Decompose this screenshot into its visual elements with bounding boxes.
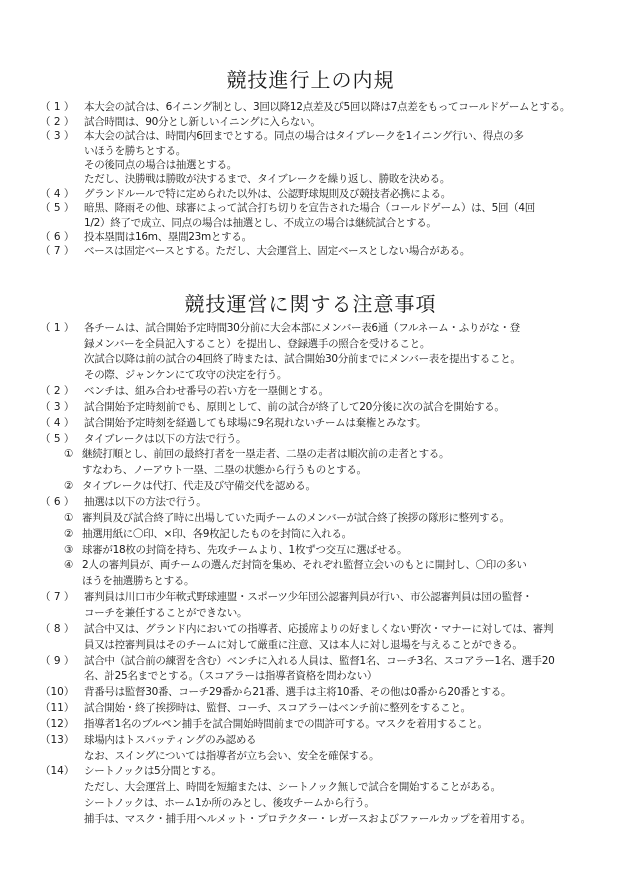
item-text-line: 本大会の試合は、時間内6回までとする。同点の場合はタイブレークを1イニング行い、得点の多 (84, 130, 524, 142)
section-title-notes: 競技運営に関する注意事項 (184, 292, 437, 316)
item-text-line: タイブレークは代打、代走及び守備交代を認める。 (82, 480, 316, 492)
item-text-line: ほうを抽選勝ちとする。 (82, 575, 195, 587)
item-number: （ 3 ） (40, 401, 75, 413)
item-text-line: シートノックは5分間とする。 (84, 765, 222, 777)
item-text-line: 試合開始予定時刻前でも、原則として、前の試合が終了して20分後に次の試合を開始する。 (84, 401, 505, 413)
item-number: （ 2 ） (40, 385, 75, 397)
item-text-line: 抽選は以下の方法で行う。 (84, 496, 207, 508)
item-number: （11） (40, 702, 75, 714)
item-number: ① (64, 512, 74, 524)
item-text-line: 投本塁間は16m、塁間23mとする。 (84, 231, 252, 243)
item-number: （ 1 ） (40, 322, 75, 334)
item-number: （10） (40, 686, 75, 698)
item-text-line: コーチを兼任することができない。 (84, 607, 248, 619)
item-number: （ 4 ） (40, 417, 75, 429)
item-text-line: その際、ジャンケンにて攻守の決定を行う。 (84, 369, 288, 381)
item-text-line: 審判員及び試合終了時に出場していた両チームのメンバーが試合終了挨拶の隊形に整列する。 (82, 512, 510, 524)
item-text-line: 継続打順とし、前回の最終打者を一塁走者、二塁の走者は順次前の走者とする。 (82, 448, 450, 460)
item-number: （ 9 ） (40, 655, 75, 667)
item-text-line: 員又は控審判員はそのチームに対して厳重に注意、又は本人に対し退場を与えることができる。 (84, 639, 523, 651)
item-text-line: シートノックは、ホーム1か所のみとし、後攻チームから行う。 (84, 797, 375, 809)
section-title-rules: 競技進行上の内規 (226, 68, 395, 92)
item-text-line: 本大会の試合は、6イニング制とし、3回以降12点差及び5回以降は7点差をもってコールドゲームとする。 (84, 101, 571, 113)
item-text-line: 次試合以降は前の試合の4回終了時または、試合開始30分前までにメンバー表を提出すること。 (84, 353, 521, 365)
item-text-line: 抽選用紙に〇印、×印、各9枚記したものを封筒に入れる。 (82, 528, 352, 540)
item-text-line: 暗黒、降雨その他、球審によって試合打ち切りを宣告された場合（コールドゲーム）は、5回（4回 (84, 202, 535, 214)
item-text-line: いほうを勝ちとする。 (84, 145, 186, 157)
item-number: ② (64, 528, 74, 540)
item-text-line: 試合中（試合前の練習を含む）ベンチに入れる人員は、監督1名、コーチ3名、スコアラー1名、選手20 (84, 655, 555, 667)
item-text-line: ベンチは、組み合わせ番号の若い方を一塁側とする。 (84, 385, 329, 397)
item-number: （ 5 ） (40, 202, 75, 214)
item-text-line: ただし、決勝戦は勝敗が決するまで、タイブレークを繰り返し、勝敗を決める。 (84, 173, 451, 185)
item-number: （ 1 ） (40, 101, 75, 113)
item-text-line: 球審が18枚の封筒を持ち、先攻チームより、1枚ずつ交互に選ばせる。 (82, 544, 408, 556)
item-text-line: 録メンバーを全員記入すること）を提出し、登録選手の照合を受けること。 (84, 338, 431, 350)
item-number: ④ (64, 559, 74, 571)
item-text-line: すなわち、ノーアウト一塁、二塁の状態から行うものとする。 (82, 464, 367, 476)
item-text-line: ただし、大会運営上、時間を短縮または、シートノック無しで試合を開始することがある。 (84, 781, 501, 793)
item-text-line: その後同点の場合は抽選とする。 (84, 159, 237, 171)
item-number: （ 4 ） (40, 188, 75, 200)
item-text-line: 各チームは、試合開始予定時間30分前に大会本部にメンバー表6通（フルネーム・ふりがな・登 (84, 322, 520, 334)
item-text-line: なお、スイングについては指導者が立ち会い、安全を確保する。 (84, 750, 380, 762)
item-number: （ 3 ） (40, 130, 75, 142)
item-text-line: 審判員は川口市少年軟式野球連盟・スポーツ少年団公認審判員が行い、市公認審判員は団の監督・ (84, 591, 533, 603)
item-number: （14） (40, 765, 75, 777)
item-text-line: 試合開始予定時刻を経過しても球場に9名現れないチームは棄権とみなす。 (84, 417, 427, 429)
item-number: （ 2 ） (40, 116, 75, 128)
item-text-line: 1/2）終了で成立、同点の場合は抽選とし、不成立の場合は継続試合とする。 (84, 217, 437, 229)
item-text-line: 試合中又は、グランド内においての指導者、応援席よりの好ましくない野次・マナーに対しては、審判 (84, 623, 554, 635)
item-number: （13） (40, 734, 75, 746)
item-number: ① (64, 448, 74, 460)
item-text-line: 指導者1名のブルペン捕手を試合開始時間前までの間許可する。マスクを着用すること。 (84, 718, 488, 730)
item-text-line: グランドルールで特に定められた以外は、公認野球規則及び競技者必携による。 (84, 188, 451, 200)
item-text-line: 試合時間は、90分とし新しいイニングに入らない。 (84, 116, 321, 128)
item-text-line: 2人の審判員が、両チームの選んだ封筒を集め、それぞれ監督立会いのもとに開封し、〇印の多い (82, 559, 527, 571)
item-text-line: 捕手は、マスク・捕手用ヘルメット・プロテクター・レガースおよびファールカップを着用する。 (84, 813, 531, 825)
item-number: （ 6 ） (40, 231, 75, 243)
item-text-line: ベースは固定ベースとする。ただし、大会運営上、固定ベースとしない場合がある。 (84, 245, 471, 257)
item-number: （ 7 ） (40, 591, 75, 603)
item-number: （ 7 ） (40, 245, 75, 257)
item-text-line: 球場内はトスバッティングのみ認める (84, 734, 257, 746)
item-number: （ 6 ） (40, 496, 75, 508)
item-number: （ 5 ） (40, 433, 75, 445)
item-number: ② (64, 480, 74, 492)
item-text-line: タイブレークは以下の方法で行う。 (84, 433, 247, 445)
item-text-line: 背番号は監督30番、コーチ29番から21番、選手は主将10番、その他は0番から20番とする。 (84, 686, 512, 698)
item-number: （ 8 ） (40, 623, 75, 635)
item-text-line: 名、計25名までとする。（スコアラーは指導者資格を問わない） (84, 670, 378, 682)
item-text-line: 試合開始・終了挨拶時は、監督、コーチ、スコアラーはベンチ前に整列をすること。 (84, 702, 471, 714)
item-number: ③ (64, 544, 74, 556)
item-number: （12） (40, 718, 75, 730)
